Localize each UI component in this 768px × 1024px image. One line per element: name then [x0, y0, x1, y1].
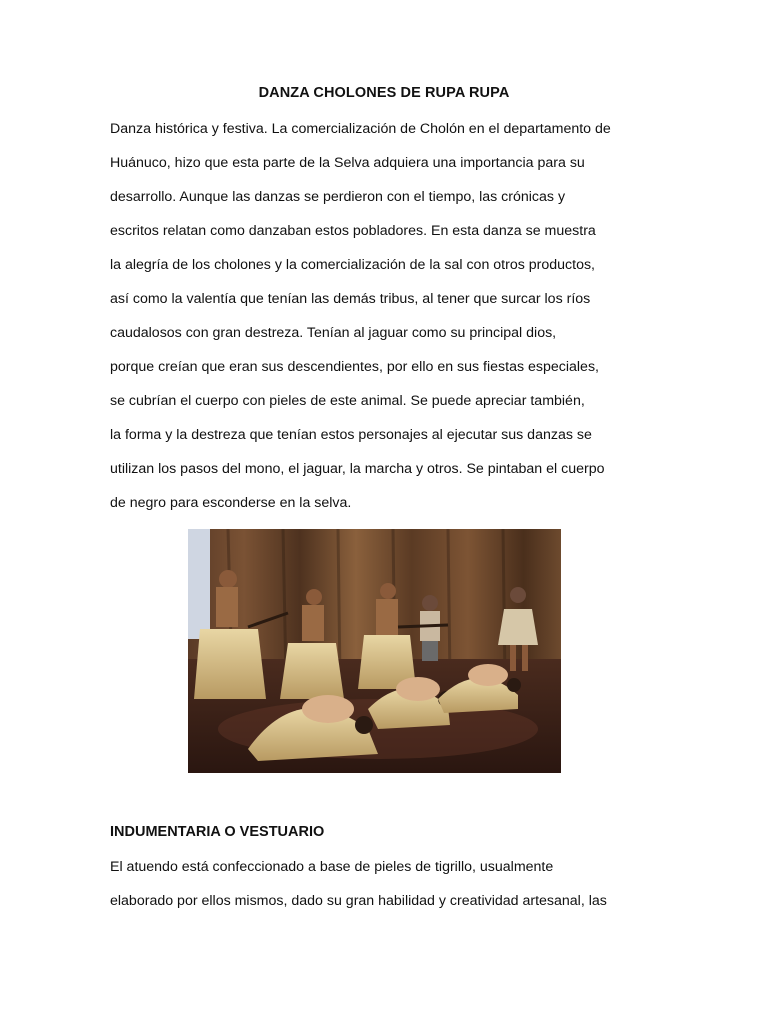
- costume-paragraph: [110, 858, 670, 926]
- dance-photo: [188, 529, 561, 773]
- paragraph-line: se cubrían el cuerpo con pieles de este animal. Se puede apreciar también,: [110, 393, 585, 409]
- paragraph-line: la forma y la destreza que tenían estos personajes al ejecutar sus danzas se: [110, 427, 592, 443]
- paragraph-line: El atuendo está confeccionado a base de pieles de tigrillo, usualmente: [110, 859, 554, 875]
- paragraph-line: desarrollo. Aunque las danzas se perdieron con el tiempo, las crónicas y: [110, 189, 566, 205]
- paragraph-line: Danza histórica y festiva. La comercialización de Cholón en el departamento de: [110, 121, 611, 137]
- paragraph-line: de negro para esconderse en la selva.: [110, 495, 352, 511]
- paragraph-line: porque creían que eran sus descendientes, por ello en sus fiestas especiales,: [110, 359, 599, 375]
- page-title: DANZA CHOLONES DE RUPA RUPA: [258, 85, 510, 101]
- intro-paragraph: [110, 120, 670, 528]
- paragraph-line: así como la valentía que tenían las demás tribus, al tener que surcar los ríos: [110, 291, 591, 307]
- paragraph-line: elaborado por ellos mismos, dado su gran habilidad y creatividad artesanal, las: [110, 893, 607, 909]
- standing-dancer: [420, 595, 440, 661]
- paragraph-line: escritos relatan como danzaban estos pobladores. En esta danza se muestra: [110, 223, 596, 239]
- paragraph-line: caudalosos con gran destreza. Tenían al jaguar como su principal dios,: [110, 325, 557, 341]
- paragraph-line: Huánuco, hizo que esta parte de la Selva adquiera una importancia para su: [110, 155, 585, 171]
- paragraph-line: la alegría de los cholones y la comercialización de la sal con otros productos,: [110, 257, 596, 273]
- section-heading: INDUMENTARIA O VESTUARIO: [110, 824, 325, 840]
- paragraph-line: utilizan los pasos del mono, el jaguar, la marcha y otros. Se pintaban el cuerpo: [110, 461, 605, 477]
